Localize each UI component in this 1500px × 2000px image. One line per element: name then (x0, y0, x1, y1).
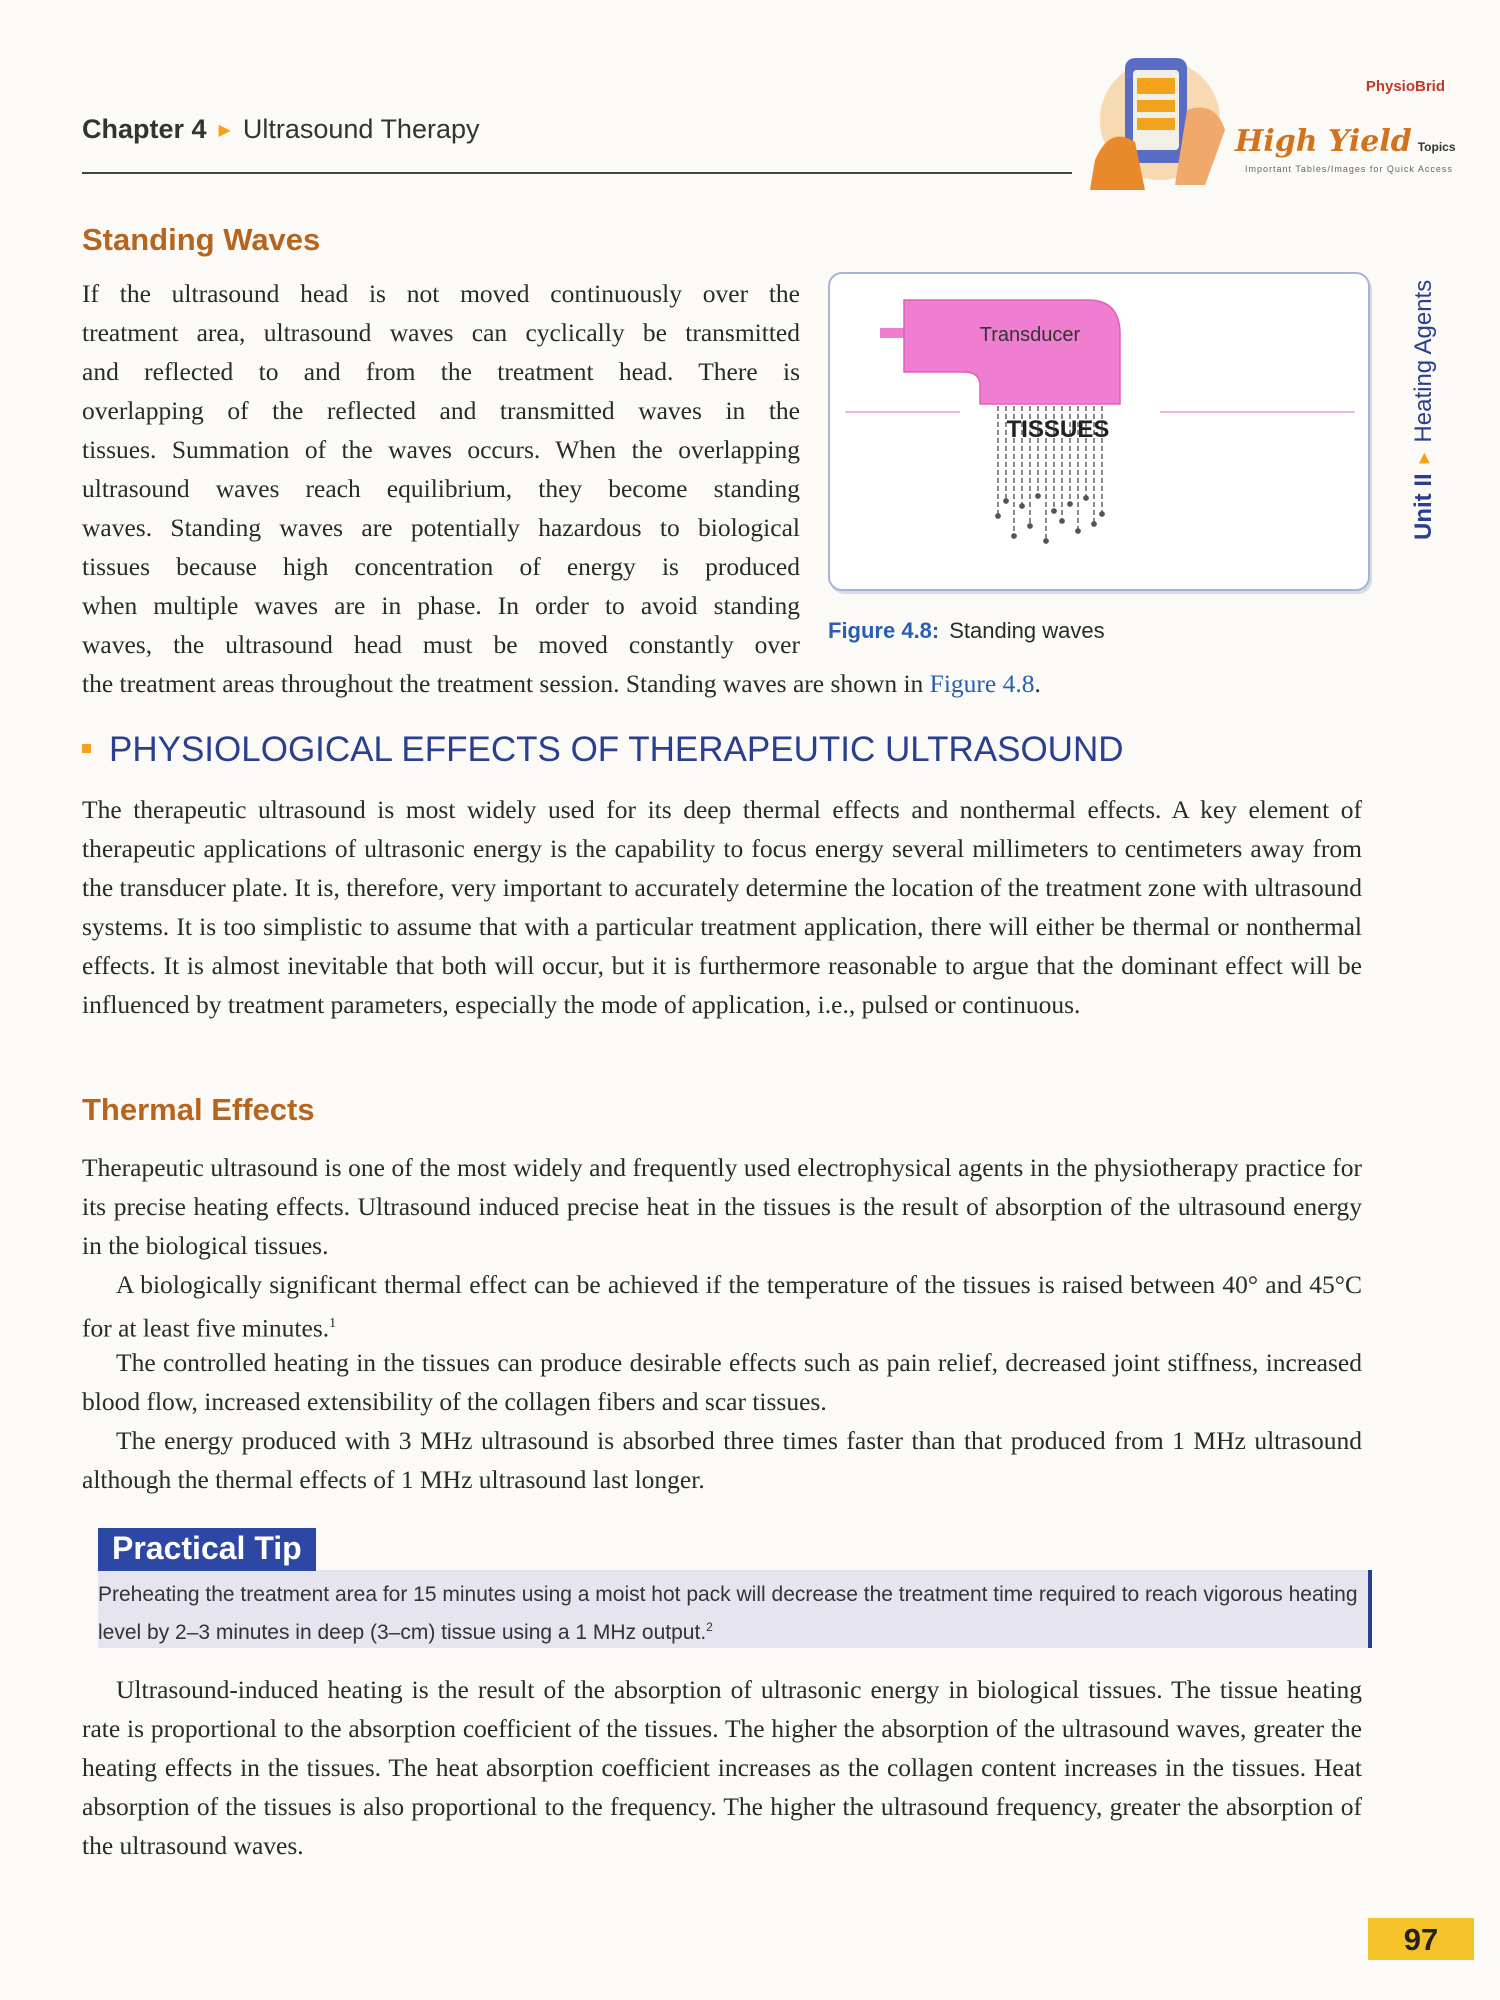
physiological-effects-title: PHYSIOLOGICAL EFFECTS OF THERAPEUTIC ULTRASOUND (109, 730, 1124, 769)
text-line: ultrasound waves reach equilibrium, they become standing (82, 474, 800, 503)
figure-caption (828, 618, 1105, 644)
brand-topics: Topics (1417, 140, 1456, 154)
brand-subtitle: Important Tables/Images for Quick Access (1245, 164, 1453, 174)
text-line: and reflected to and from the treatment head. There is (82, 357, 800, 386)
thermal-paragraph-3: The controlled heating in the tissues can produce desirable effects such as pain relief, decreased joint stiffness, increased blood flow, increased extensibility of the collagen fibers and scar tissues. (82, 1348, 1362, 1416)
wave-arrowhead (1068, 502, 1072, 506)
text-line: the treatment areas throughout the treatment session. Standing waves are shown in (82, 669, 924, 698)
wave-arrowhead (1012, 534, 1016, 538)
text-punctuation: . (1034, 669, 1041, 698)
brand-logo (1075, 50, 1465, 200)
wave-arrowhead (1052, 509, 1056, 513)
transducer-cable (880, 328, 906, 338)
text-line: If the ultrasound head is not moved continuously over the (82, 279, 800, 308)
arrow-right-icon: ▶ (218, 122, 231, 139)
practical-tip-body: Preheating the treatment area for 15 minutes using a moist hot pack will decrease the treatment time required to reach vigorous heating level by 2–3 minutes in deep (3–cm) tissue using a 1 MHz output. (98, 1583, 1358, 1644)
bullet-square-icon (82, 744, 91, 753)
figure-link[interactable]: Figure 4.8 (929, 669, 1035, 698)
standing-waves-last-line (82, 664, 1282, 703)
brand-name: PhysioBrid (1365, 78, 1445, 95)
page-header (0, 0, 1500, 200)
figure-standing-waves (828, 272, 1370, 591)
transducer-head (904, 300, 1120, 404)
wave-arrowhead (1084, 496, 1088, 500)
standing-waves-heading: Standing Waves (82, 222, 321, 257)
tissues-label: TISSUES (1006, 416, 1110, 443)
figure-caption-text: Standing waves (949, 618, 1105, 643)
side-tab (1380, 220, 1440, 550)
page-number-box (1368, 1918, 1474, 1960)
wave-arrowhead (1028, 524, 1032, 528)
text-line: overlapping of the reflected and transmitted waves in the (82, 396, 800, 425)
practical-tip-box (98, 1570, 1372, 1648)
footnote-ref: 1 (329, 1316, 337, 1331)
page-number: 97 (1403, 1922, 1439, 1957)
transducer-label: Transducer (979, 324, 1081, 346)
text-line: waves. Standing waves are potentially hazardous to biological (82, 513, 800, 542)
wave-arrowhead (1060, 519, 1064, 523)
wave-arrowhead (1076, 529, 1080, 533)
text-line: tissues because high concentration of energy is produced (82, 552, 800, 581)
wave-arrowhead (1020, 504, 1024, 508)
text-line: treatment area, ultrasound waves can cyclically be transmitted (82, 318, 800, 347)
header-rule (82, 172, 1072, 174)
side-tab-label (1410, 280, 1438, 540)
standing-waves-paragraph (82, 274, 800, 664)
physiological-effects-paragraph: The therapeutic ultrasound is most widely used for its deep thermal effects and nonthermal effects. A key element of therapeutic applications of ultrasonic energy is the capability to focus energy several millimeters to centimeters away from the transducer plate. It is, therefore, very important to accurately determine the location of the treatment zone with ultrasound systems. It is too simplistic to assume that with a particular treatment application, there will either be thermal or nonthermal effects. It is almost inevitable that both will occur, but it is furthermore reasonable to argue that the dominant effect will be influenced by treatment parameters, especially the mode of application, i.e., pulsed or continuous. (82, 795, 1362, 1019)
running-head (82, 114, 480, 145)
thermal-paragraph-1: Therapeutic ultrasound is one of the most widely and frequently used electrophysical agents in the physiotherapy practice for its precise heating effects. Ultrasound induced precise heat in the tissues is the result of absorption of the ultrasound energy in the biological tissues. (82, 1153, 1362, 1260)
practical-tip-title: Practical Tip (98, 1528, 316, 1571)
text-line: tissues. Summation of the waves occurs. When the overlapping (82, 435, 800, 464)
side-tab-section: Heating Agents (1410, 279, 1437, 443)
brand-title (1235, 124, 1456, 159)
closing-paragraph: Ultrasound-induced heating is the result of the absorption of ultrasonic energy in biological tissues. The tissue heating rate is proportional to the absorption coefficient of the tissues. The higher the absorption of the ultrasound waves, greater the heating effects in the tissues. The heat absorption coefficient increases as the collagen content increases in the tissues. Heat absorption of the tissues is also proportional to the frequency. The higher the ultrasound frequency, greater the absorption of the ultrasound waves. (82, 1675, 1362, 1860)
physiological-effects-heading (82, 730, 1124, 770)
figure-label: Figure 4.8: (828, 618, 940, 643)
thermal-paragraph-2-text: A biologically significant thermal effect can be achieved if the temperature of the tissues is raised between 40° and 45°C for at least five minutes. (82, 1270, 1362, 1343)
brand-title-text: High Yield (1235, 124, 1412, 159)
thermal-paragraph-2 (82, 1265, 1362, 1348)
text-line: waves, the ultrasound head must be moved constantly over (82, 630, 800, 659)
thermal-paragraph-4: The energy produced with 3 MHz ultrasound is absorbed three times faster than that produced from 1 MHz ultrasound although the thermal effects of 1 MHz ultrasound last longer. (82, 1426, 1362, 1494)
thermal-effects-heading: Thermal Effects (82, 1092, 315, 1127)
side-tab-unit: Unit II (1410, 473, 1437, 540)
wave-arrowhead (1044, 539, 1048, 543)
phone-illustration-icon (1075, 50, 1235, 200)
wave-arrowhead (1036, 494, 1040, 498)
chapter-number: Chapter 4 (82, 114, 207, 144)
chapter-title: Ultrasound Therapy (242, 114, 480, 144)
wave-arrowhead (1092, 522, 1096, 526)
practical-tip-text (98, 1578, 1358, 1649)
footnote-ref: 2 (706, 1620, 713, 1634)
wave-arrowhead (1004, 499, 1008, 503)
wave-arrowhead (996, 514, 1000, 518)
wave-arrowhead (1100, 512, 1104, 516)
text-line: when multiple waves are in phase. In order to avoid standing (82, 591, 800, 620)
arrow-right-icon: ▶ (1415, 452, 1431, 464)
